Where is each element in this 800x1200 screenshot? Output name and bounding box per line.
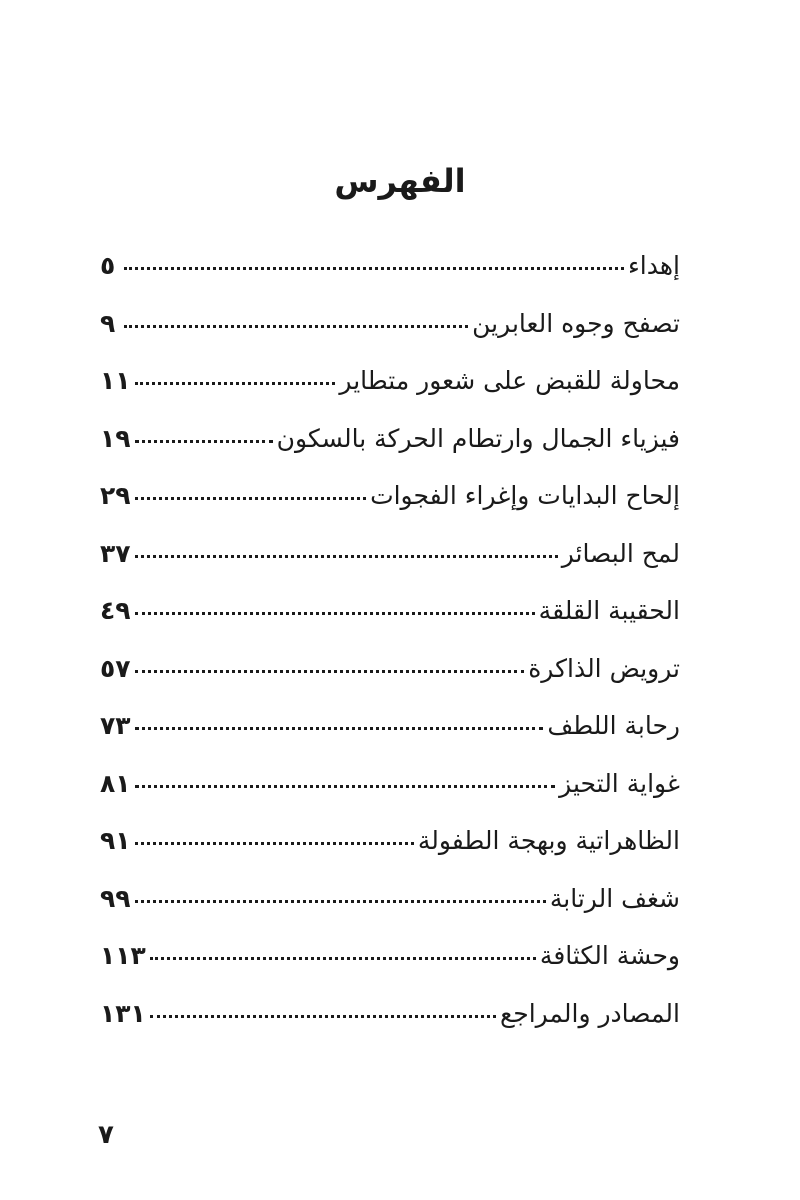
toc-entry [100, 879, 680, 937]
toc-page-number: ٥ [100, 251, 116, 280]
toc-entry-title: ترويض الذاكرة [528, 653, 680, 683]
toc-page-number: ١١٣ [100, 941, 146, 970]
toc-dot-leader [150, 938, 536, 964]
toc-dot-leader [135, 881, 546, 907]
toc-page-number: ٧٣ [100, 711, 131, 740]
toc-entry-title: المصادر والمراجع [499, 998, 680, 1028]
toc-page-number: ٢٩ [100, 481, 131, 510]
toc-entry-title: الحقيبة القلقة [538, 596, 680, 625]
toc-dot-leader [135, 766, 556, 792]
toc-page-number: ٨١ [100, 768, 131, 798]
toc-entry-title: الظاهراتية وبهجة الطفولة [417, 826, 680, 855]
toc-entry [100, 821, 680, 879]
toc-entry-title: إهداء [628, 251, 680, 280]
page-title: الفهرس [334, 162, 466, 200]
toc-dot-leader [135, 421, 273, 447]
toc-entry-title: شغف الرتابة [549, 883, 680, 913]
toc-entry [100, 534, 680, 592]
toc-entry-title: رحابة اللطف [547, 711, 680, 740]
toc-entry [100, 476, 680, 534]
toc-entry [100, 764, 680, 822]
toc-dot-leader [135, 478, 367, 504]
toc-entry [100, 649, 680, 707]
toc-entry-title: لمح البصائر [561, 538, 680, 568]
toc-page-number: ٣٧ [100, 538, 131, 568]
toc-entry [100, 706, 680, 764]
toc-entry [100, 994, 680, 1052]
toc-entry-title: محاولة للقبض على شعور متطاير [339, 366, 680, 395]
toc-entry [100, 591, 680, 649]
toc-dot-leader [135, 651, 525, 677]
toc-page-number: ٩١ [100, 826, 131, 855]
toc-dot-leader [135, 708, 544, 734]
toc-entry [100, 936, 680, 994]
toc-list [100, 246, 680, 1051]
toc-dot-leader [135, 593, 535, 619]
page-number: ٧ [98, 1120, 114, 1150]
toc-dot-leader [135, 363, 336, 389]
toc-dot-leader [135, 823, 414, 849]
toc-entry-title: وحشة الكثافة [539, 941, 680, 970]
toc-dot-leader [150, 996, 496, 1022]
toc-entry-title: إلحاح البدايات وإغراء الفجوات [370, 481, 680, 510]
toc-entry [100, 419, 680, 477]
toc-entry-title: تصفح وجوه العابرين [472, 308, 680, 338]
toc-entry [100, 246, 680, 304]
toc-page-number: ١١ [100, 366, 131, 395]
toc-dot-leader [135, 536, 558, 562]
toc-page-number: ٥٧ [100, 653, 131, 683]
toc-page-number: ١٣١ [100, 998, 146, 1028]
toc-dot-leader [124, 306, 468, 332]
toc-entry [100, 361, 680, 419]
toc-entry-title: فيزياء الجمال وارتطام الحركة بالسكون [276, 423, 680, 453]
toc-page-number: ٩ [100, 308, 116, 338]
toc-page-number: ١٩ [100, 423, 131, 453]
toc-page-number: ٩٩ [100, 883, 131, 913]
toc-page-number: ٤٩ [100, 596, 131, 625]
toc-dot-leader [124, 248, 624, 274]
toc-entry-title: غواية التحيز [559, 768, 680, 798]
toc-entry [100, 304, 680, 362]
